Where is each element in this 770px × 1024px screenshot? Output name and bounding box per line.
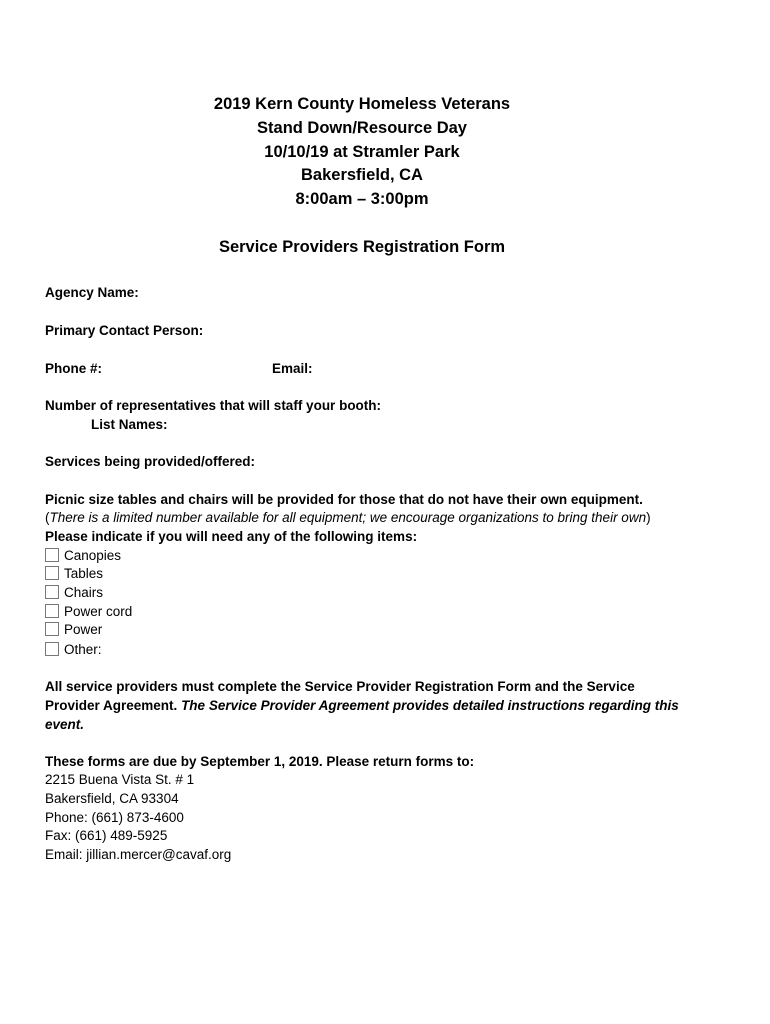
power-label: Power — [64, 621, 103, 637]
header-line-5: 8:00am – 3:00pm — [295, 190, 429, 209]
requirement-bold-text: All service providers must complete the Service Provider Registration Form and the Service Provider Agreement. — [45, 679, 635, 713]
header-line-1: 2019 Kern County Homeless Veterans — [213, 95, 511, 113]
indicate-items-label: Please indicate if you will need any of the following items: — [45, 529, 418, 544]
power-checkbox[interactable] — [45, 622, 59, 636]
requirement-paragraph — [45, 677, 685, 734]
other-label: Other: — [64, 641, 102, 657]
tables-checkbox[interactable] — [45, 566, 59, 580]
canopies-label: Canopies — [64, 547, 122, 563]
item-canopies — [45, 546, 121, 564]
header-line-2: Stand Down/Resource Day — [257, 118, 467, 137]
services-label: Services being provided/offered: — [45, 454, 256, 469]
power-cord-checkbox[interactable] — [45, 604, 59, 618]
chairs-checkbox[interactable] — [45, 585, 59, 599]
equipment-note: (There is a limited number available for all equipment; we encourage organizations to bring their own) — [45, 510, 651, 525]
primary-contact-label: Primary Contact Person: — [45, 323, 204, 338]
contact-email: Email: jillian.mercer@cavaf.org — [45, 847, 232, 863]
chairs-label: Chairs — [64, 584, 104, 600]
other-checkbox[interactable] — [45, 642, 59, 656]
header-line-4: Bakersfield, CA — [301, 166, 423, 185]
list-names-label: List Names: — [91, 417, 168, 432]
item-power-cord — [45, 602, 132, 620]
item-chairs — [45, 583, 103, 601]
email-label: Email: — [272, 361, 313, 376]
form-title: Service Providers Registration Form — [218, 238, 506, 256]
due-date-notice: These forms are due by September 1, 2019. Please return forms to: — [45, 754, 475, 769]
requirement-italic-text: The Service Provider Agreement provides detailed instructions regarding this event. — [45, 698, 679, 732]
item-tables — [45, 564, 103, 582]
tables-label: Tables — [64, 565, 104, 581]
contact-phone: Phone: (661) 873-4600 — [45, 809, 184, 825]
address-line-1: 2215 Buena Vista St. # 1 — [45, 772, 195, 787]
contact-fax: Fax: (661) 489-5925 — [45, 828, 168, 844]
phone-label: Phone #: — [45, 361, 103, 376]
header-line-3: 10/10/19 at Stramler Park — [264, 142, 460, 161]
item-power — [45, 620, 102, 638]
return-contact-block — [45, 771, 231, 865]
canopies-checkbox[interactable] — [45, 548, 59, 562]
equipment-notice: Picnic size tables and chairs will be provided for those that do not have their own equipment. — [45, 492, 643, 507]
address-line-2: Bakersfield, CA 93304 — [45, 790, 179, 806]
event-header — [0, 93, 724, 212]
agency-name-label: Agency Name: — [45, 285, 139, 300]
item-other — [45, 640, 102, 658]
power-cord-label: Power cord — [64, 603, 133, 619]
num-reps-label: Number of representatives that will staff your booth: — [45, 398, 382, 413]
